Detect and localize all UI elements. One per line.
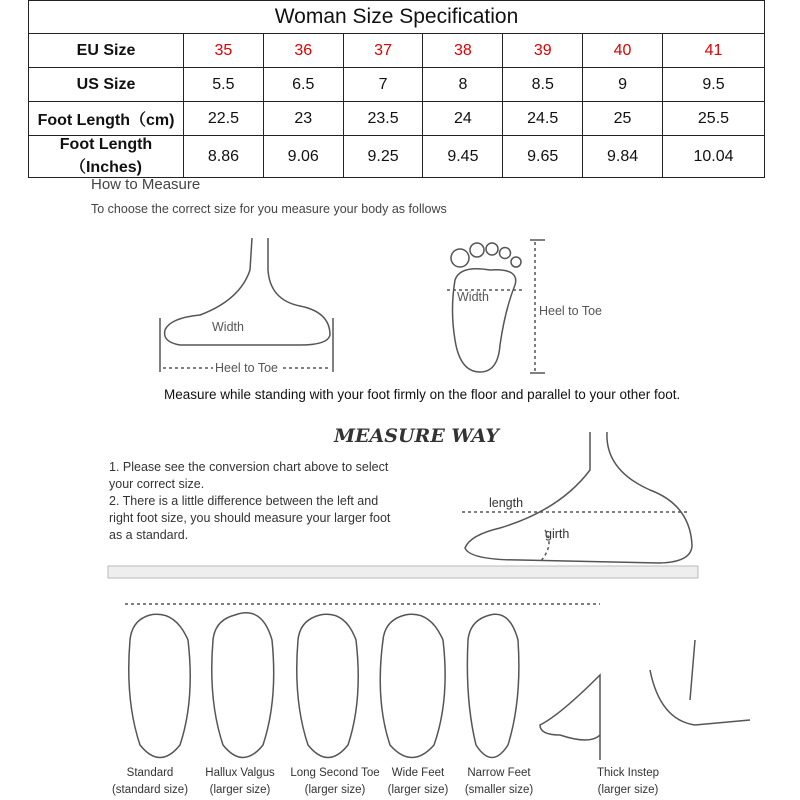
cell: 7 [343,68,423,102]
foot-type-standard [108,765,192,799]
side-foot-drawing [165,238,330,345]
row-label: EU Size [29,34,184,68]
foot-type-note: (larger size) [387,784,449,796]
cell: 9.25 [343,136,423,178]
foot-type-long-second-toe [285,765,385,799]
foot-type-note: (smaller size) [464,784,534,796]
table-title: Woman Size Specification [29,1,765,34]
cell: 24.5 [503,102,583,136]
foot-type-note: (larger size) [597,784,659,796]
side-heel-label: Heel to Toe [215,361,279,375]
sole-foot-drawing [453,269,516,372]
foot-type-wide-feet [378,765,458,799]
cell: 23.5 [343,102,423,136]
cell: 25 [583,102,663,136]
sole-width-label: Width [457,290,489,304]
foot-type-thick-instep [588,765,668,799]
cell: 5.5 [184,68,264,102]
cell: 9.84 [583,136,663,178]
cell: 9 [583,68,663,102]
step-1: 1. Please see the conversion chart above to select your correct size. [109,460,389,491]
cell: 40 [583,34,663,68]
cell: 9.65 [503,136,583,178]
cell: 24 [423,102,503,136]
foot-type-note: (larger size) [304,784,366,796]
how-to-title: How to Measure [91,176,201,193]
cell: 8 [423,68,503,102]
cell: 6.5 [263,68,343,102]
cell: 41 [662,34,764,68]
cell: 23 [263,102,343,136]
cell: 10.04 [662,136,764,178]
foot-type-note: (larger size) [209,784,271,796]
foot-type-name: Hallux Valgus [205,767,275,779]
measure-note: Measure while standing with your foot firmly on the floor and parallel to your other foot. [164,387,681,402]
cell: 39 [503,34,583,68]
step-2: 2. There is a little difference between the left and right foot size, you should measure your larger foot as a standard. [109,494,391,542]
row-label: Foot Length（cm) [29,102,184,136]
cell: 38 [423,34,503,68]
cell: 22.5 [184,102,264,136]
measure-way-title: MEASURE WAY [334,425,499,447]
row-label: Foot Length（Inches) [29,136,184,178]
foot-type-name: Thick Instep [597,767,659,779]
cell: 9.06 [263,136,343,178]
girth-label: girth [545,527,570,541]
foot-type-name: Wide Feet [391,767,445,779]
length-label: length [489,496,524,510]
foot-type-outlines [129,613,750,760]
how-to-subtitle: To choose the correct size for you measure your body as follows [91,202,447,216]
cell: 9.5 [662,68,764,102]
measure-steps [109,459,399,544]
row-label: US Size [29,68,184,102]
cell: 36 [263,34,343,68]
foot-type-narrow-feet [458,765,540,799]
cell: 8.5 [503,68,583,102]
side-width-label: Width [212,320,244,334]
cell: 37 [343,34,423,68]
sole-heel-label: Heel to Toe [539,304,603,318]
foot-type-name: Narrow Feet [467,767,531,779]
foot-type-note: (standard size) [111,784,189,796]
cell: 8.86 [184,136,264,178]
foot-type-name: Long Second Toe [290,767,380,779]
cell: 35 [184,34,264,68]
ruler [108,566,698,578]
foot-type-hallux-valgus [200,765,280,799]
cell: 25.5 [662,102,764,136]
cell: 9.45 [423,136,503,178]
foot-type-name: Standard [126,767,174,779]
